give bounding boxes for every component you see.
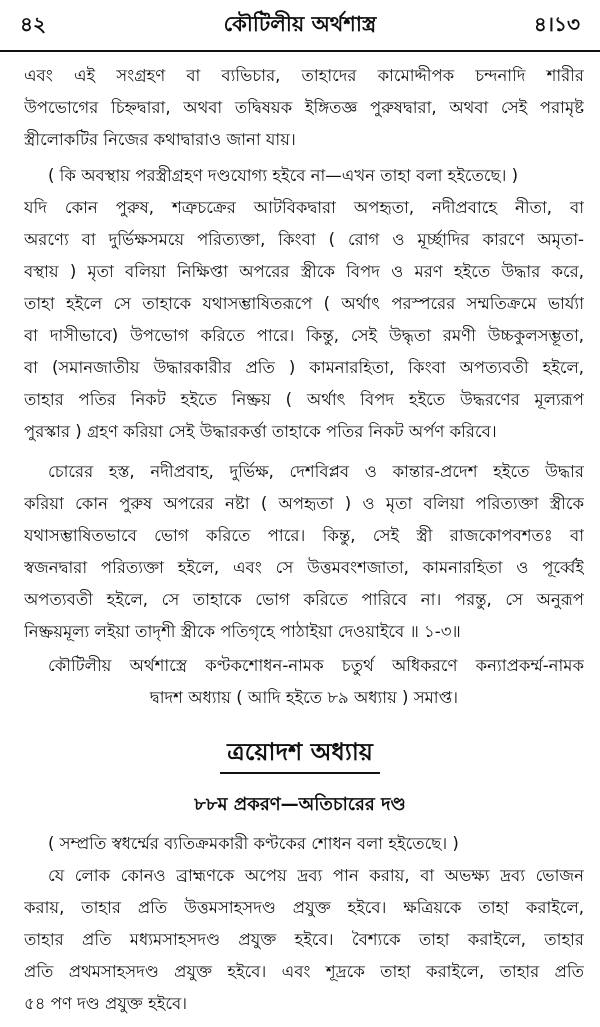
text-line: যে লোক কোনও ব্রাহ্মণকে অপেয় দ্রব্য পান করায়, বা অভক্ষ্য দ্রব্য ভোজন bbox=[48, 866, 584, 885]
text-line: অরণ্যে বা দুর্ভিক্ষসময়ে পরিত্যক্তা, কিংবা ( রোগ ও মূর্চ্ছাদির কারণে অমৃতা- bbox=[24, 230, 584, 249]
text-line: যথাসম্ভাষিতভাবে ভোগ করিতে পারে। কিন্তু, সেই স্ত্রী রাজকোপবশতঃ বা bbox=[24, 526, 584, 545]
text-line: তাহার পতির নিকট হইতে নিষ্ক্রয় ( অর্থাৎ বিপদ হইতে উদ্ধরণের মূল্যরূপ bbox=[24, 390, 584, 409]
text-line: নিষ্ক্রয়মূল্য লইয়া তাদৃশী স্ত্রীকে পতিগৃহে পাঠাইয়া দেওয়াইবে ॥ ১-৩॥ bbox=[24, 622, 461, 641]
text-line: স্বজনদ্বারা পরিত্যক্তা হইলে, এবং সে উত্তমবংশজাতা, কামনারহিতা ও পূর্ব্বেই bbox=[24, 558, 584, 577]
text-line: এবং এই সংগ্রহণ বা ব্যভিচার, তাহাদের কামোদ্দীপক চন্দনাদি শারীর bbox=[24, 66, 584, 85]
text-line: তাহা হইলে সে তাহাকে যথাসম্ভাষিতরূপে ( অর্থাৎ পরস্পরের সম্মতিক্রমে ভার্য্যা bbox=[24, 294, 584, 313]
chapter-title-underline bbox=[220, 772, 380, 774]
text-line: বা দাসীভাবে) উপভোগ করিতে পারে। কিন্তু, সেই উদ্ধৃতা রমণী উচ্চকুলসম্ভূতা, bbox=[24, 326, 584, 345]
text-line: অপত্যবতী হইলে, সে তাহাকে ভোগ করিতে পারিবে না। পরন্তু, সে অনুরূপ bbox=[24, 590, 584, 609]
text-line: পুরস্কার ) গ্রহণ করিয়া সেই উদ্ধারকর্ত্তা তাহাকে পতির নিকট অর্পণ করিবে। bbox=[24, 422, 497, 441]
text-line: তাহার প্রতি মধ্যমসাহসদণ্ড প্রযুক্ত হইবে। বৈশ্যকে তাহা করাইলে, তাহার bbox=[24, 930, 584, 949]
section-reference: ৪।১৩ bbox=[533, 12, 580, 36]
chapter-title: ত্রয়োদশ অধ্যায় bbox=[227, 738, 373, 766]
text-line: করায়, তাহার প্রতি উত্তমসাহসদণ্ড প্রযুক্ত হইবে। ক্ষত্রিয়কে তাহা করাইলে, bbox=[24, 898, 584, 917]
text-line: করিয়া কোন পুরুষ অপরের নষ্টা ( অপহৃতা ) ও মৃতা বলিয়া পরিত্যক্তা স্ত্রীকে bbox=[24, 494, 584, 513]
text-line: উপভোগের চিহ্নদ্বারা, অথবা তদ্বিষয়ক ইঙ্গিতজ্ঞ পুরুষদ্বারা, অথবা সেই পরামৃষ্ট bbox=[24, 98, 584, 117]
text-line: যদি কোন পুরুষ, শত্রুচক্রের আটবিকদ্বারা অপহৃতা, নদীপ্রবাহে নীতা, বা bbox=[24, 198, 584, 217]
colophon-line: কৌটিলীয় অর্থশাস্ত্রে কণ্টকশোধন-নামক চতুর্থ অধিকরণে কন্যাপ্রকর্ম্ম-নামক bbox=[48, 656, 584, 675]
text-line: বা (সমানজাতীয় উদ্ধারকারীর প্রতি ) কামনারহিতা, কিংবা অপত্যবতী হইলে, bbox=[24, 358, 584, 377]
text-line: ( সম্প্রতি স্বধর্ম্মের ব্যতিক্রমকারী কণ্টকের শোধন বলা হইতেছে। ) bbox=[48, 834, 459, 853]
text-line: চোরের হস্ত, নদীপ্রবাহ, দুর্ভিক্ষ, দেশবিপ্লব ও কান্তার-প্রদেশ হইতে উদ্ধার bbox=[48, 462, 584, 481]
colophon-line: দ্বাদশ অধ্যায় ( আদি হইতে ৮৯ অধ্যায় ) সমাপ্ত। bbox=[149, 688, 459, 707]
text-line: প্রতি প্রথমসাহসদণ্ড প্রযুক্ত হইবে। এবং শূদ্রকে তাহা করাইলে, তাহার প্রতি bbox=[24, 962, 584, 981]
running-title: কৌটিলীয় অর্থশাস্ত্র bbox=[223, 12, 377, 36]
page-number: ৪২ bbox=[20, 12, 46, 36]
text-line: বস্থায় ) মৃতা বলিয়া নিক্ষিপ্তা অপরের স্ত্রীকে বিপদ ও মরণ হইতে উদ্ধার করে, bbox=[24, 262, 584, 281]
text-line: ( কি অবস্থায় পরস্ত্রীগ্রহণ দণ্ডযোগ্য হইবে না—এখন তাহা বলা হইতেছে। ) bbox=[48, 166, 519, 185]
page-header bbox=[0, 0, 600, 52]
text-line: স্ত্রীলোকটির নিজের কথাদ্বারাও জানা যায়। bbox=[24, 130, 296, 149]
section-title: ৮৮ম প্রকরণ—অতিচারের দণ্ড bbox=[194, 794, 406, 815]
text-line: ৫৪ পণ দণ্ড প্রযুক্ত হইবে। bbox=[24, 994, 188, 1013]
